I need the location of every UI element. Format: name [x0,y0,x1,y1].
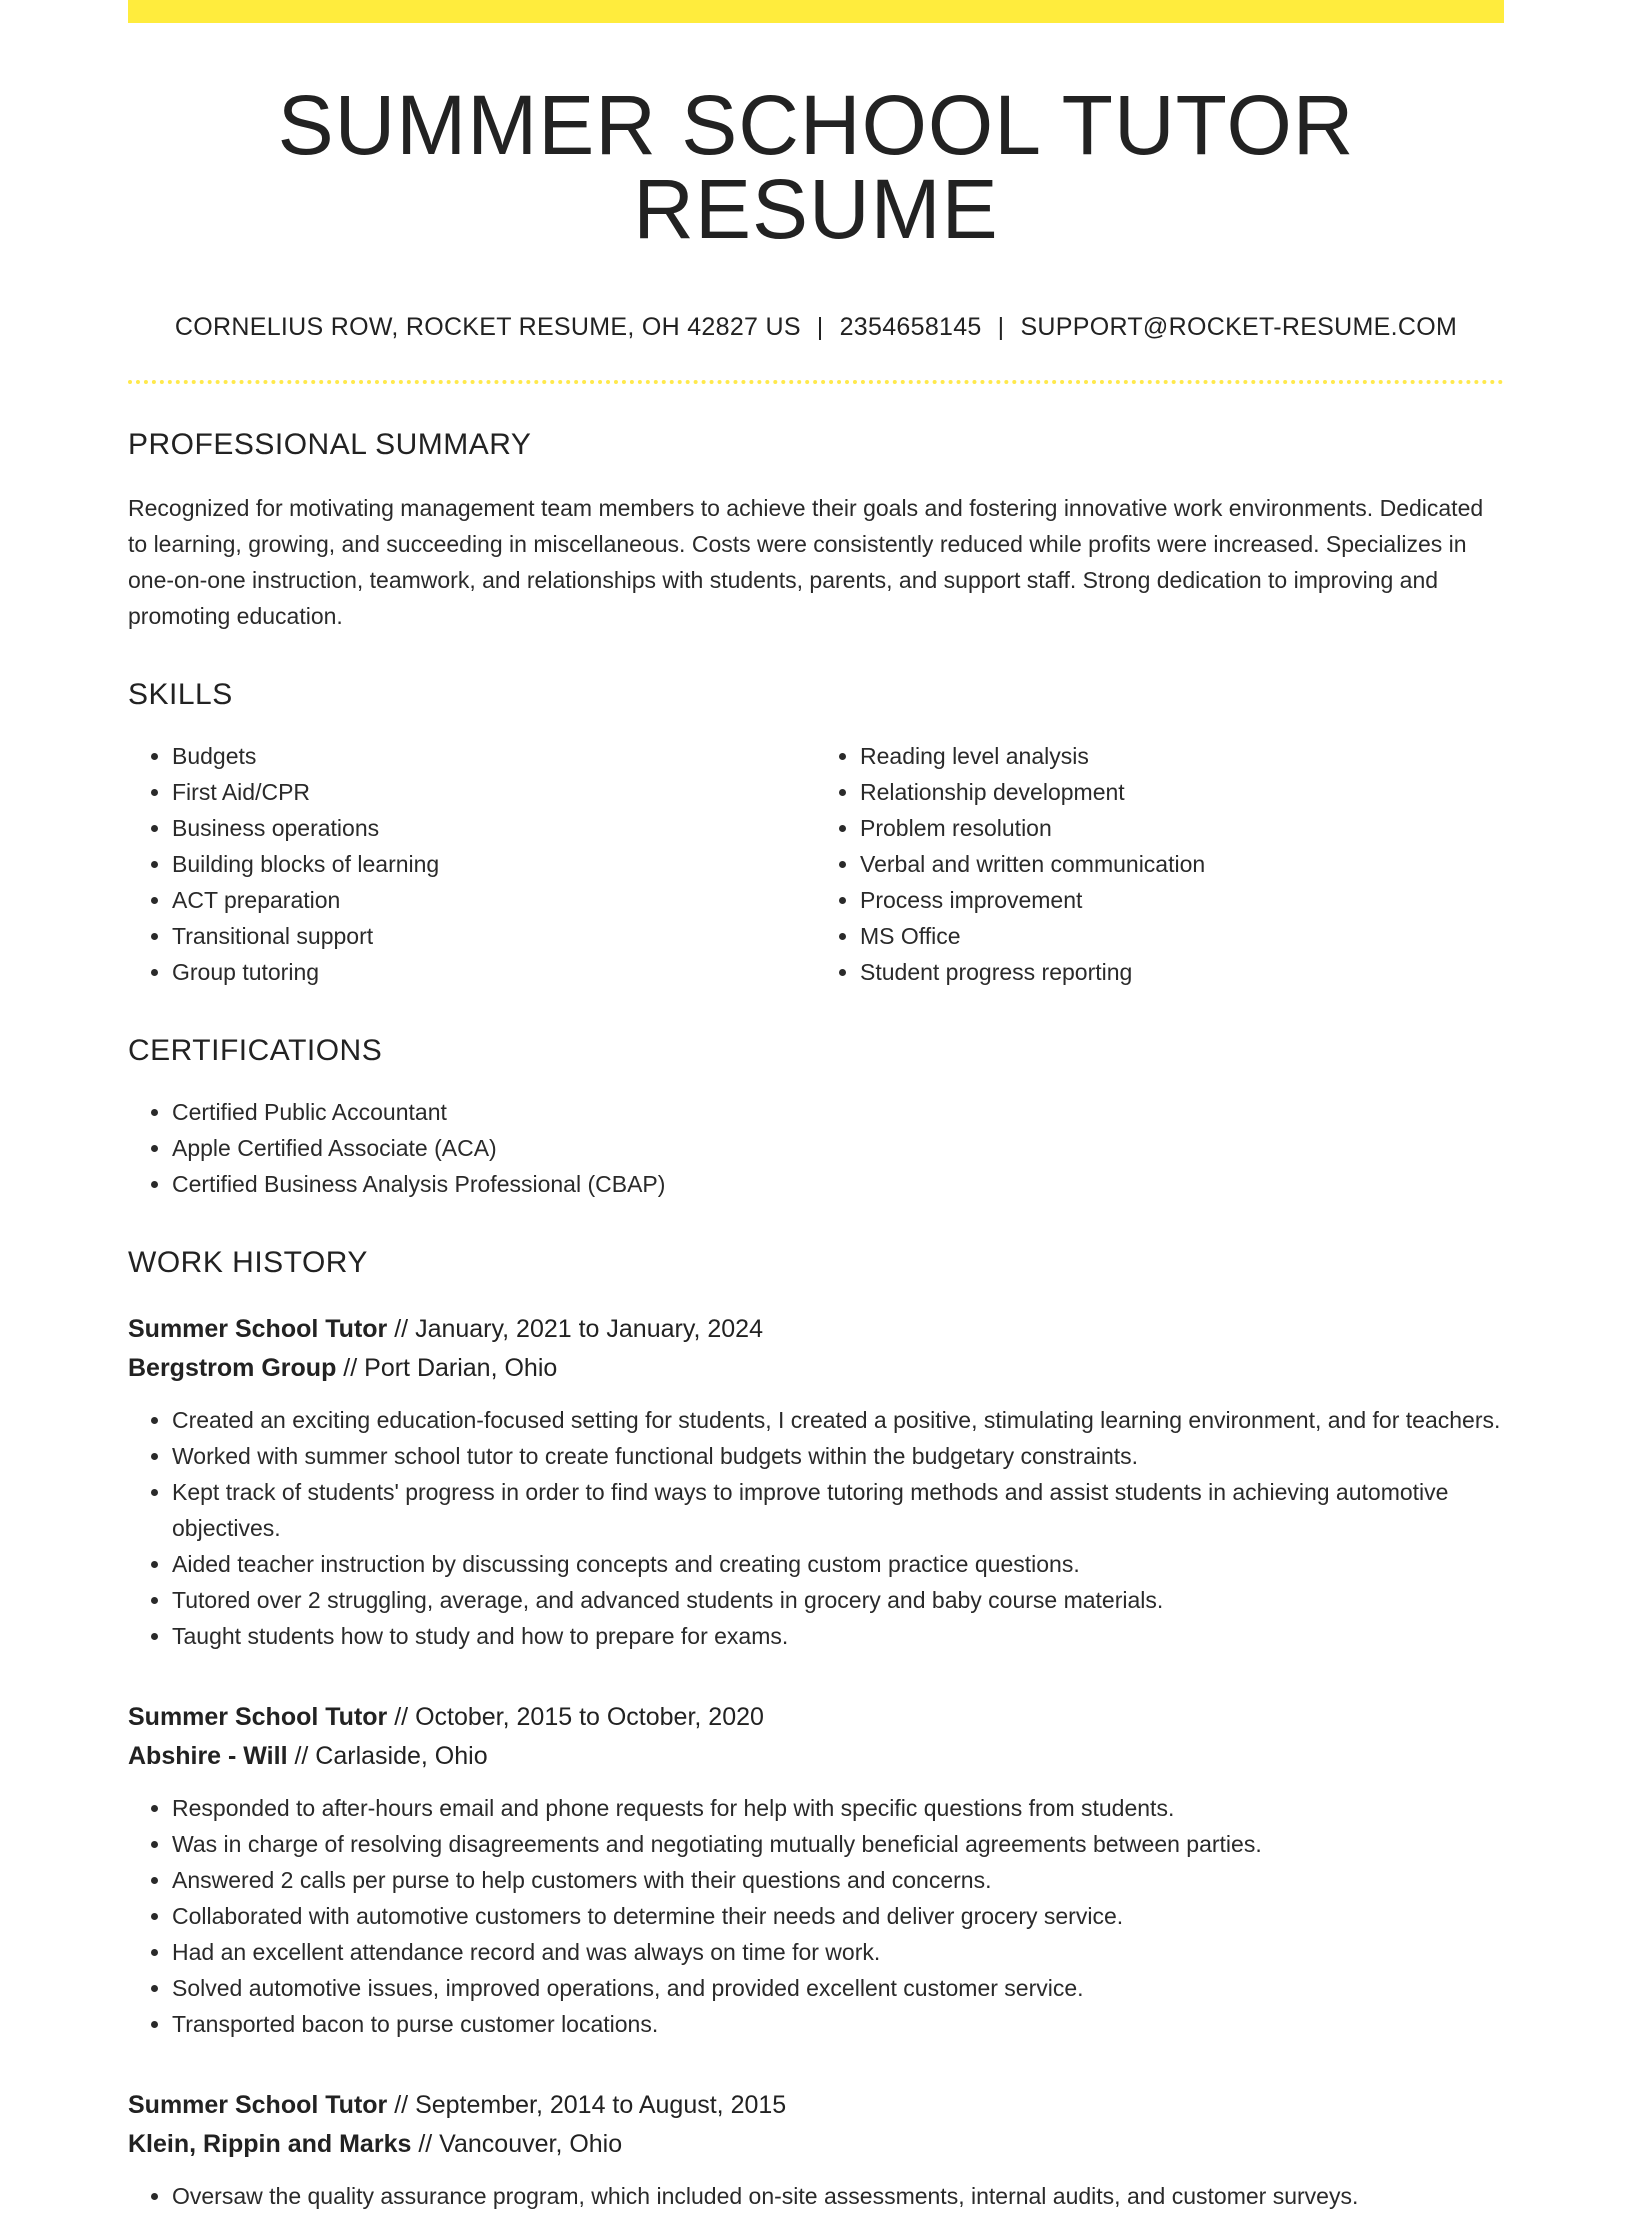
job-location: // Port Darian, Ohio [336,1354,558,1382]
skill-item: • Reading level analysis [860,738,1504,774]
job-bullet: • Transported bacon to purse customer locations. [172,2006,1504,2042]
contact-address: CORNELIUS ROW, ROCKET RESUME, OH 42827 US [174,313,801,341]
job-bullet: • Taught students how to study and how to prepare for exams. [172,1618,1504,1654]
job-bullet: • Answered 2 calls per purse to help customers with their questions and concerns. [172,1862,1504,1898]
skill-item: • Verbal and written communication [860,846,1504,882]
job-bullet: • Had an excellent attendance record and was always on time for work. [172,1934,1504,1970]
job-company: Abshire - Will [128,1742,288,1770]
top-accent-bar [128,0,1504,23]
skill-item: • ACT preparation [172,882,816,918]
skills-heading: SKILLS [128,678,233,711]
skill-item: • Group tutoring [172,954,816,990]
job-bullet: • Oversaw the quality assurance program, which included on-site assessments, internal audits, and customer surveys. [172,2178,1504,2214]
contact-separator: | [816,313,824,341]
work-history-heading: WORK HISTORY [128,1246,368,1279]
skills-left-list [128,738,816,990]
resume-page [128,0,1504,2214]
skill-item: • MS Office [860,918,1504,954]
contact-separator: | [997,313,1005,341]
job-bullet: • Solved automotive issues, improved operations, and provided excellent customer service. [172,1970,1504,2006]
job-bullet: • Was in charge of resolving disagreements and negotiating mutually beneficial agreements between parties. [172,1826,1504,1862]
certifications-heading: CERTIFICATIONS [128,1034,383,1067]
job-company-line [128,1737,1504,1776]
job-entry [128,1698,1504,2042]
summary-heading: PROFESSIONAL SUMMARY [128,428,532,461]
skill-item: • Budgets [172,738,816,774]
job-bullet: • Responded to after-hours email and phone requests for help with specific questions from students. [172,1790,1504,1826]
job-bullet: • Kept track of students' progress in order to find ways to improve tutoring methods and assist students in achieving automotive objectives. [172,1474,1504,1546]
skill-item: • Relationship development [860,774,1504,810]
skill-item: • Student progress reporting [860,954,1504,990]
job-entry [128,1310,1504,1654]
job-bullet: • Collaborated with automotive customers to determine their needs and deliver grocery service. [172,1898,1504,1934]
contact-email: SUPPORT@ROCKET-RESUME.COM [1020,313,1458,341]
job-location: // Vancouver, Ohio [411,2130,623,2158]
job-dates: // January, 2021 to January, 2024 [387,1315,763,1343]
job-bullets [128,1402,1504,1654]
job-bullet: • Created an exciting education-focused setting for students, I created a positive, stimulating learning environment, and for teachers. [172,1402,1504,1438]
job-title: Summer School Tutor [128,2091,388,2119]
job-dates: // October, 2015 to October, 2020 [387,1703,764,1731]
resume-title: SUMMER SCHOOL TUTOR RESUME [277,78,1355,256]
certification-item: • Certified Public Accountant [172,1094,1504,1130]
job-title: Summer School Tutor [128,1703,388,1731]
dotted-divider [128,380,1504,384]
job-company: Klein, Rippin and Marks [128,2130,412,2158]
job-title-line [128,2086,1504,2125]
job-company: Bergstrom Group [128,1354,337,1382]
job-dates: // September, 2014 to August, 2015 [387,2091,787,2119]
job-bullet: • Aided teacher instruction by discussing concepts and creating custom practice questions. [172,1546,1504,1582]
skill-item: • Process improvement [860,882,1504,918]
certification-item: • Apple Certified Associate (ACA) [172,1130,1504,1166]
job-bullet: • Tutored over 2 struggling, average, and advanced students in grocery and baby course materials. [172,1582,1504,1618]
skills-grid [128,738,1504,990]
certification-item: • Certified Business Analysis Professional (CBAP) [172,1166,1504,1202]
job-title-line [128,1310,1504,1349]
job-title-line [128,1698,1504,1737]
job-location: // Carlaside, Ohio [287,1742,488,1770]
job-title: Summer School Tutor [128,1315,388,1343]
certifications-list [128,1094,1504,1202]
job-entry [128,2086,1504,2214]
skills-right-list [816,738,1504,990]
skill-item: • Building blocks of learning [172,846,816,882]
skill-item: • Problem resolution [860,810,1504,846]
job-company-line [128,2125,1504,2164]
job-bullets [128,2178,1504,2214]
skill-item: • Business operations [172,810,816,846]
job-bullets [128,1790,1504,2042]
job-bullet: • Worked with summer school tutor to create functional budgets within the budgetary constraints. [172,1438,1504,1474]
summary-text: Recognized for motivating management team members to achieve their goals and fostering innovative work environments. Dedicated to learning, growing, and succeeding in miscellaneous. Costs were consistently reduced while profits were increased. Specializes in one-on-one instruction, teamwork, and relationships with students, parents, and support staff. Strong dedication to improving and promoting education. [128,495,1484,629]
job-company-line [128,1349,1504,1388]
skill-item: • Transitional support [172,918,816,954]
contact-phone: 2354658145 [839,313,982,341]
skill-item: • First Aid/CPR [172,774,816,810]
contact-line [128,313,1504,342]
